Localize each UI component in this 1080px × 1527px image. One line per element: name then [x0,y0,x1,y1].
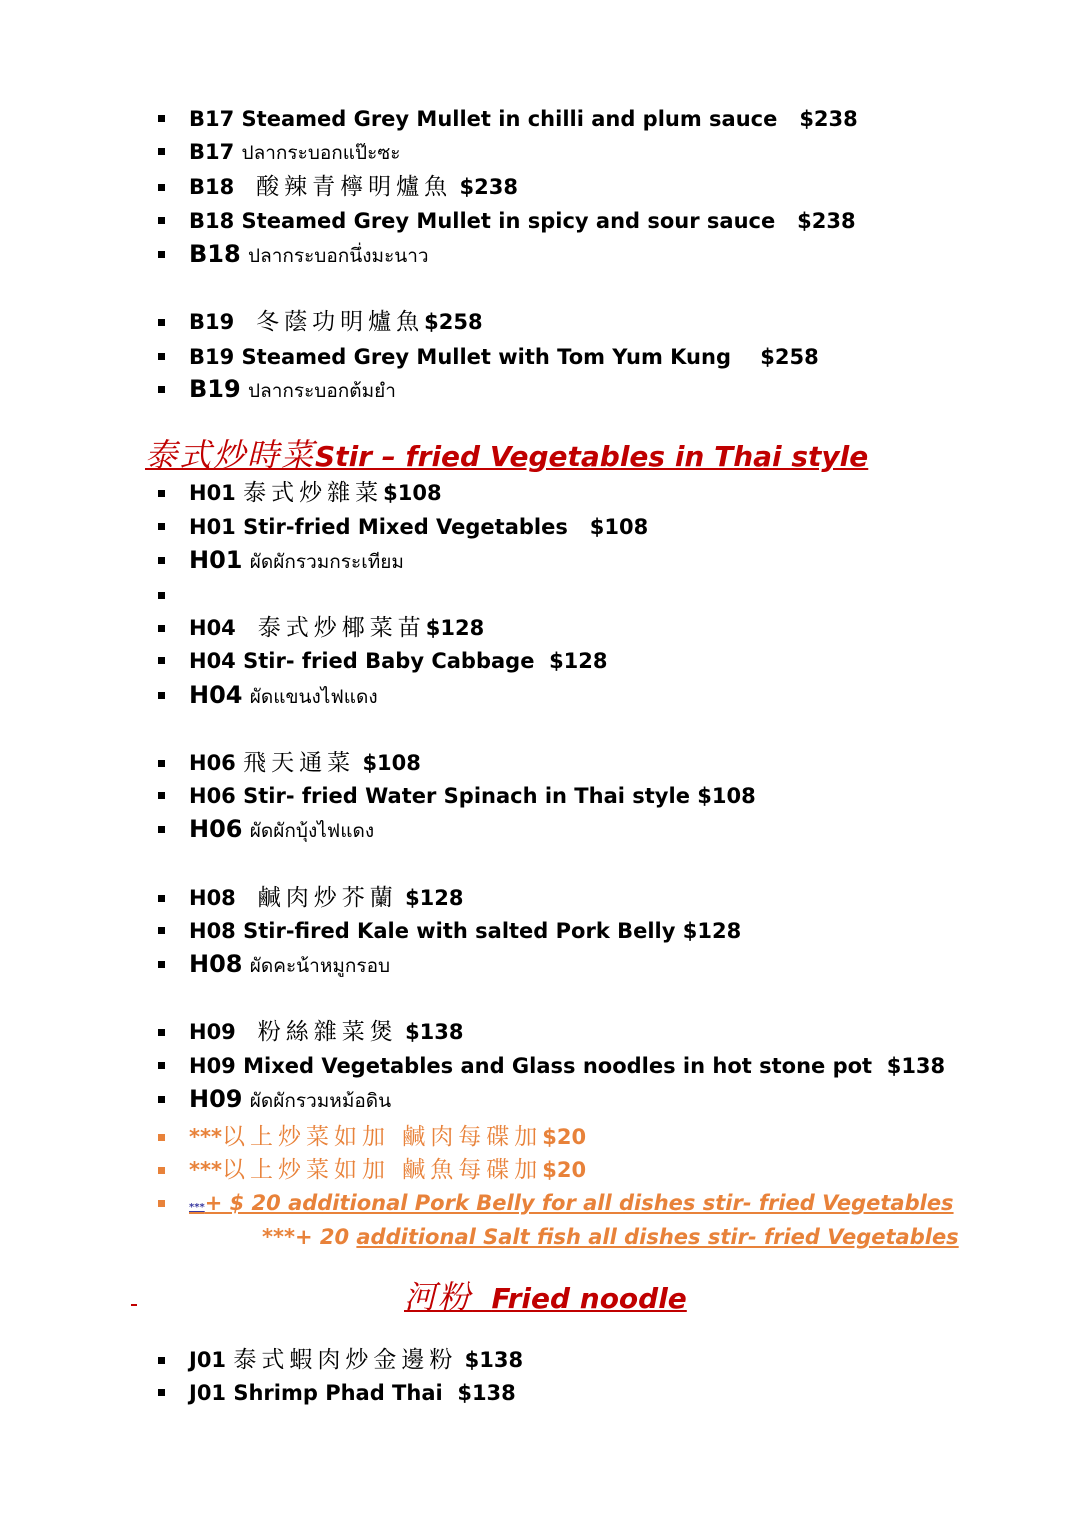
bullet-icon [158,895,165,902]
item-code: H01 [189,481,236,505]
item-name: H08 Stir-fired Kale with salted Pork Belly [189,919,676,943]
bullet-icon [158,115,165,122]
item-price: $108 [362,751,421,775]
item-thai: ผัดผักรวมกระเทียม [249,551,404,573]
item-cjk: 酸辣青檸明爐魚 [256,174,453,200]
item-price: $258 [760,345,819,369]
note-cjk: 以上炒菜如加 鹹肉每碟加 [221,1124,543,1150]
item-code: B19 [189,375,241,403]
item-code: B19 [189,310,235,334]
item-cjk: 泰式炒椰菜苗 [257,615,426,641]
section-heading-noodle [404,1280,687,1316]
bullet-icon [158,927,165,934]
note-text: + $ 20 additional Pork Belly for all dishes stir- fried Vegetables [204,1191,954,1215]
note-prefix: *** [189,1125,222,1149]
bullet-icon [158,692,165,699]
note-price: $20 [542,1158,587,1182]
bullet-icon [158,217,165,224]
note-text: additional Salt fish all dishes stir- fried Vegetables [356,1225,959,1249]
item-price: $128 [425,616,485,640]
bullet-icon [158,961,165,968]
item-price: $138 [464,1348,524,1372]
section-heading-cjk: 河粉 [404,1278,473,1316]
item-cjk: 泰式炒雜菜 [243,480,384,506]
item-thai: ปลากระบอกต้มยำ [248,380,396,402]
section-heading-cjk: 泰式炒時菜 [145,436,316,474]
item-name: B17 Steamed Grey Mullet in chilli and plum sauce [189,107,778,131]
bullet-icon [158,760,165,767]
section-heading-en: Fried noodle [491,1282,687,1315]
item-name: H04 Stir- fried Baby Cabbage [189,649,535,673]
item-code: H04 [189,681,243,709]
bullet-icon [158,1200,165,1207]
section-heading-vegetables [145,438,868,474]
item-thai: ปลากระบอกนึ่งมะนาว [248,245,429,267]
item-code: H01 [189,546,243,574]
red-dash-mark [131,1304,137,1306]
bullet-icon [158,1134,165,1141]
item-thai: ผัดผักรวมหม้อดิน [249,1090,392,1112]
item-thai: ปลากระบอกแป๊ะซะ [241,142,401,164]
item-price: $128 [549,649,608,673]
note-prefix: *** [189,1158,222,1182]
item-price: $238 [799,107,858,131]
item-price: $258 [424,310,483,334]
item-name: H09 Mixed Vegetables and Glass noodles in hot stone pot [189,1054,873,1078]
bullet-icon [158,792,165,799]
bullet-icon [158,625,165,632]
item-cjk: 飛天通菜 [243,750,356,776]
item-cjk: 冬蔭功明爐魚 [256,309,425,335]
bullet-icon [158,184,165,191]
item-price: $238 [797,209,856,233]
note-prefix: ***+ 20 [262,1225,357,1249]
item-thai: ผัดคะน้าหมูกรอบ [249,955,391,977]
item-name: B18 Steamed Grey Mullet in spicy and sour sauce [189,209,776,233]
item-price: $138 [886,1054,946,1078]
section-heading-en: Stir – fried Vegetables in Thai style [315,440,869,473]
item-code: B18 [189,240,241,268]
bullet-icon [158,386,165,393]
item-name: H01 Stir-fried Mixed Vegetables [189,515,568,539]
item-price: $138 [457,1381,516,1405]
item-thai: ผัดแขนงไฟแดง [249,686,378,708]
item-name: H06 Stir- fried Water Spinach in Thai style [189,784,690,808]
item-price: $108 [697,784,756,808]
bullet-icon [158,319,165,326]
item-name: J01 Shrimp Phad Thai [189,1381,443,1405]
item-code: H08 [189,886,236,910]
bullet-icon [158,657,165,664]
item-name: B19 Steamed Grey Mullet with Tom Yum Kung [189,345,731,369]
item-code: H09 [189,1085,243,1113]
bullet-icon [158,490,165,497]
bullet-icon [158,1167,165,1174]
item-code: H04 [189,616,236,640]
bullet-icon [158,523,165,530]
bullet-icon [158,1389,165,1396]
item-price: $108 [589,515,649,539]
item-price: $128 [405,886,464,910]
item-cjk: 鹹肉炒芥蘭 [257,885,398,911]
bullet-icon [158,592,165,599]
item-cjk: 泰式蝦肉炒金邊粉 [233,1347,458,1373]
note-cjk: 以上炒菜如加 鹹魚每碟加 [221,1157,543,1183]
item-price: $128 [682,919,742,943]
bullet-icon [158,826,165,833]
bullet-icon [158,557,165,564]
item-code: B18 [189,175,235,199]
item-price: $238 [459,175,518,199]
item-code: B17 [189,140,235,164]
item-code: H08 [189,950,243,978]
item-code: H09 [189,1020,236,1044]
item-cjk: 粉絲雜菜煲 [257,1019,398,1045]
item-code: H06 [189,815,243,843]
item-thai: ผัดผักบุ้งไฟแดง [249,820,375,842]
bullet-icon [158,1029,165,1036]
item-code: H06 [189,751,236,775]
item-price: $108 [383,481,442,505]
note-asterisks: *** [189,1202,205,1213]
item-price: $138 [405,1020,464,1044]
bullet-icon [158,1062,165,1069]
bullet-icon [158,148,165,155]
item-code: J01 [189,1348,227,1372]
bullet-icon [158,353,165,360]
bullet-icon [158,1357,165,1364]
note-price: $20 [542,1125,587,1149]
bullet-icon [158,251,165,258]
bullet-icon [158,1096,165,1103]
